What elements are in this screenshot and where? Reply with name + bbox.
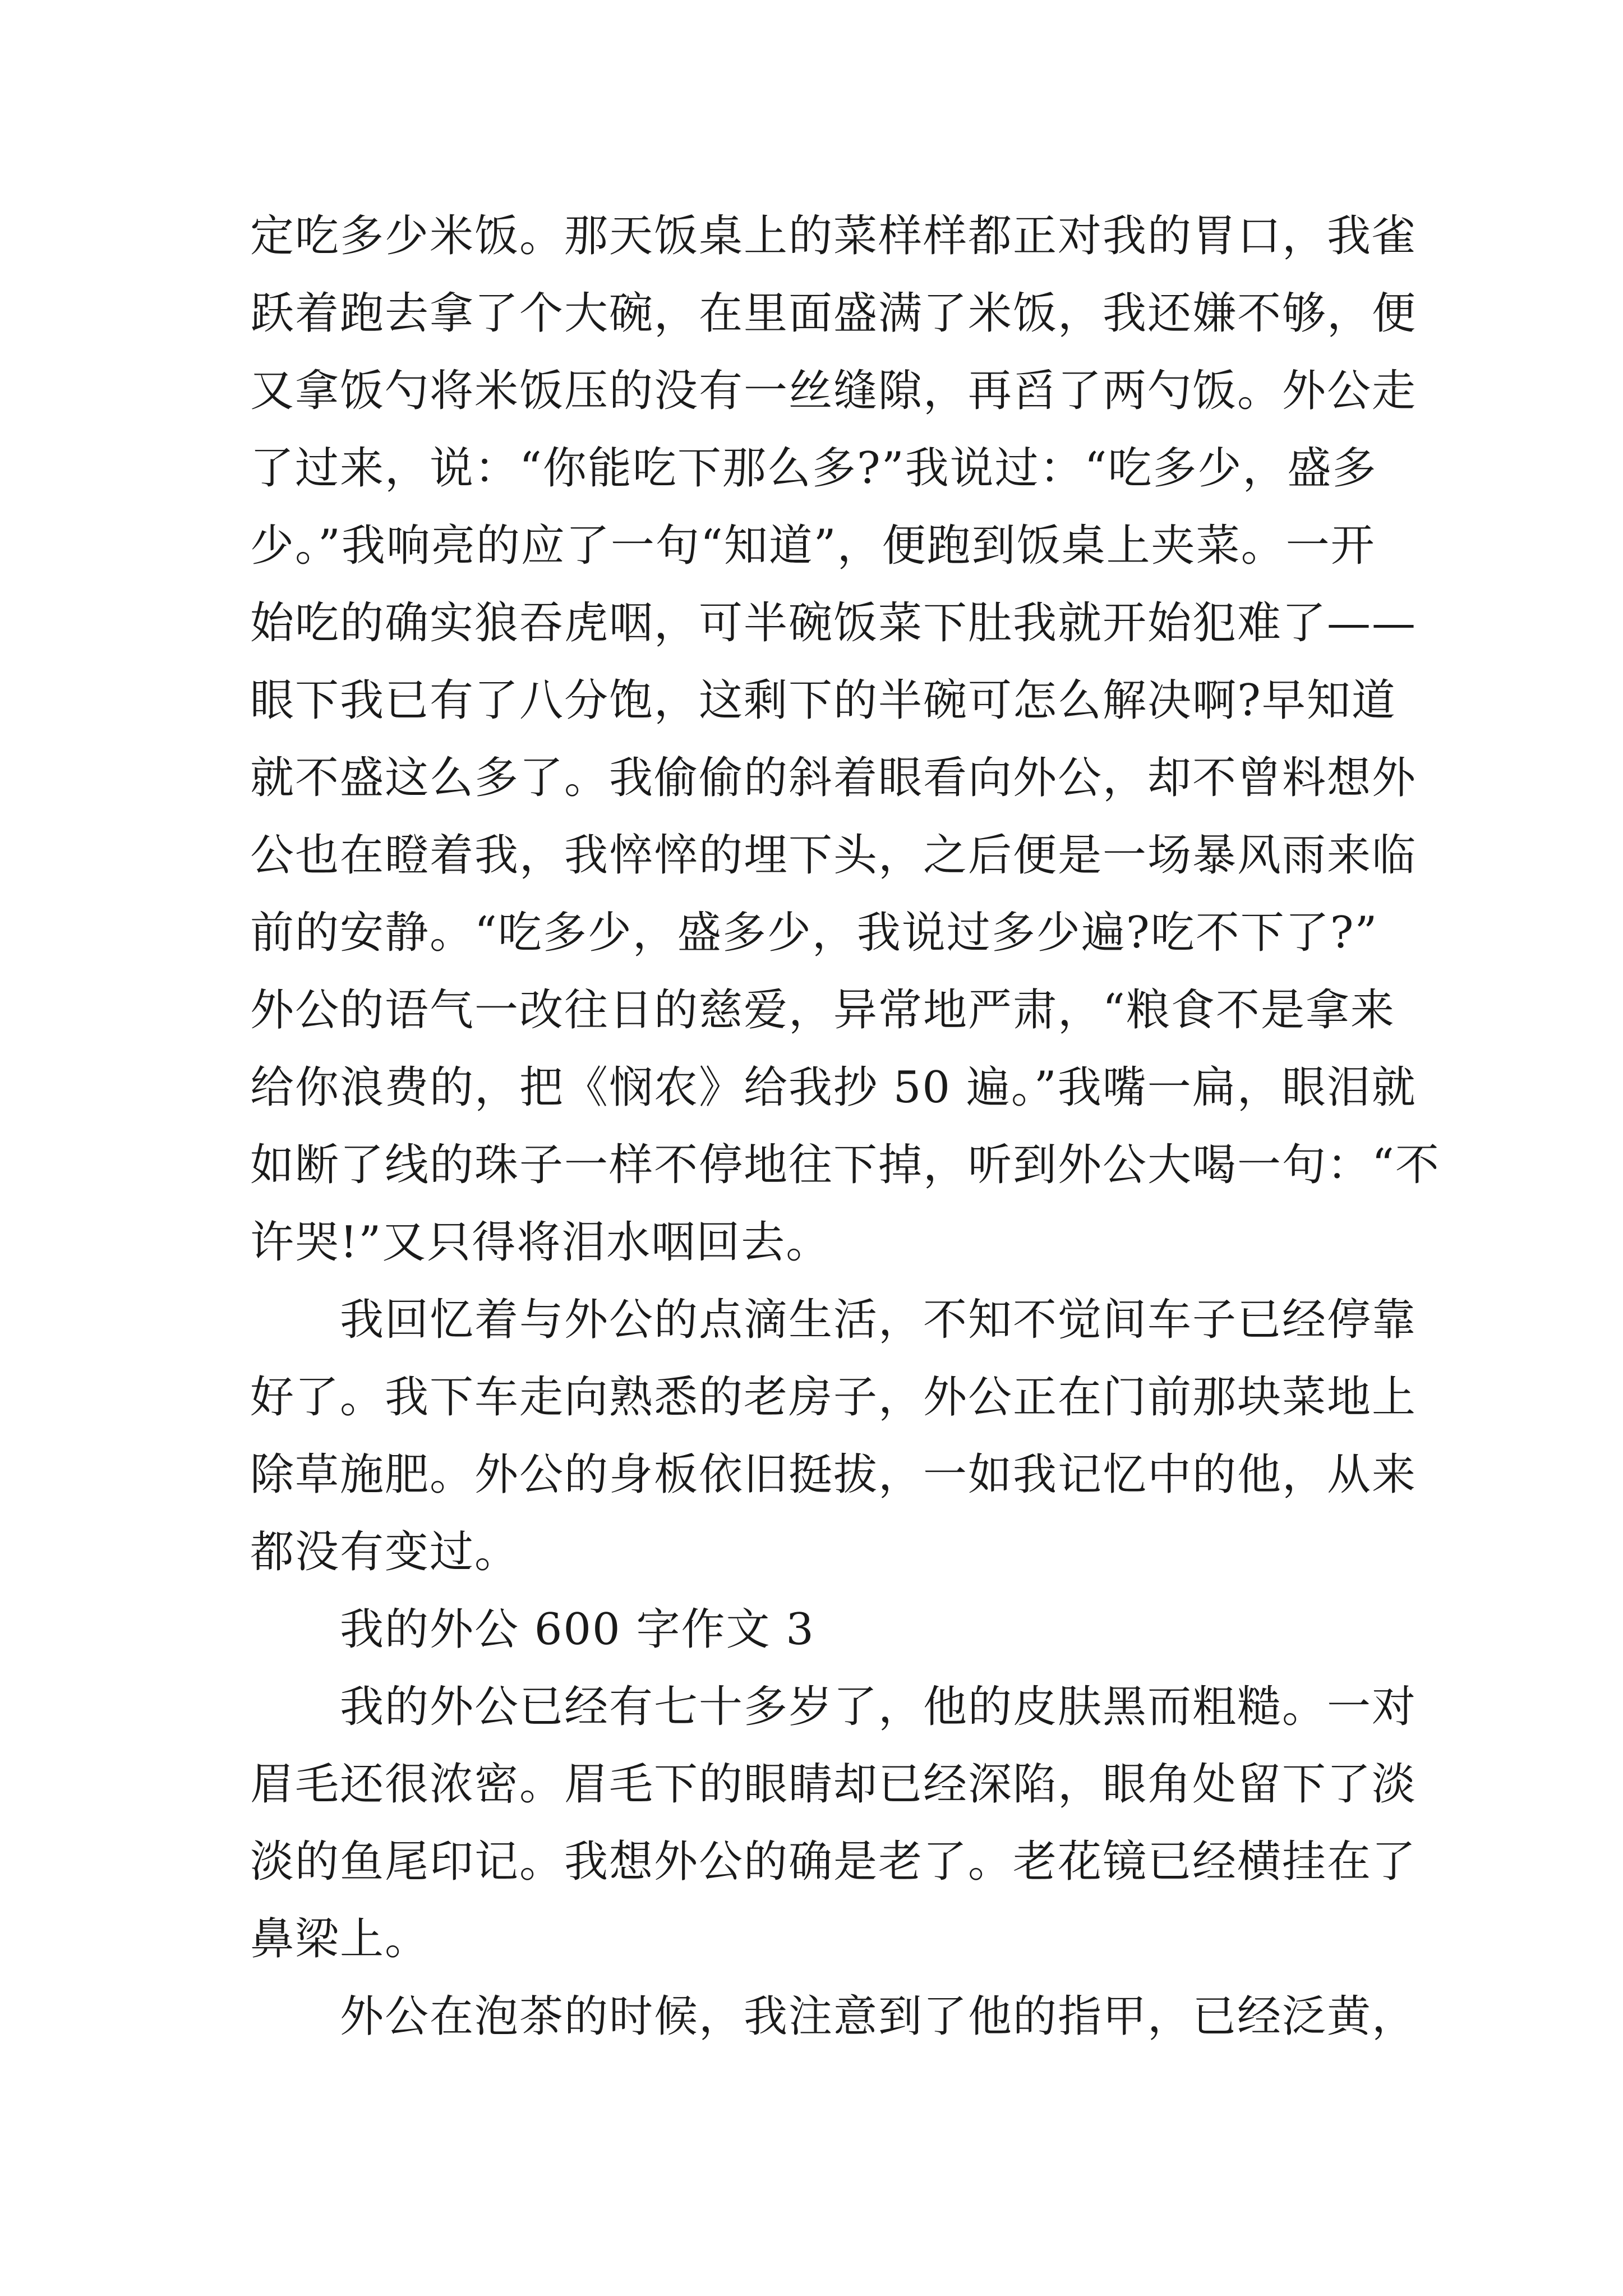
paragraph-4	[250, 1978, 1417, 2055]
paragraph-2	[250, 1281, 1417, 1591]
text-line: 少。”我响亮的应了一句“知道”，便跑到饭桌上夹菜。一开	[250, 521, 1376, 571]
text-line: 又拿饭勺将米饭压的没有一丝缝隙，再舀了两勺饭。外公走	[250, 366, 1417, 416]
text-line: 都没有变过。	[250, 1527, 520, 1577]
text-line: 就不盛这么多了。我偷偷的斜着眼看向外公，却不曾料想外	[250, 753, 1417, 803]
text-line: 好了。我下车走向熟悉的老房子，外公正在门前那块菜地上	[250, 1372, 1417, 1423]
text-line: 公也在瞪着我，我悴悴的埋下头，之后便是一场暴风雨来临	[250, 830, 1417, 881]
text-line: 淡的鱼尾印记。我想外公的确是老了。老花镜已经横挂在了	[250, 1837, 1417, 1887]
text-line: 前的安静。“吃多少，盛多少，我说过多少遍?吃不下了?”	[250, 908, 1378, 958]
text-line: 始吃的确实狼吞虎咽，可半碗饭菜下肚我就开始犯难了——	[250, 598, 1417, 648]
text-line: 如断了线的珠子一样不停地往下掉，听到外公大喝一句：“不	[250, 1140, 1440, 1190]
text-line: 眉毛还很浓密。眉毛下的眼睛却已经深陷，眼角处留下了淡	[250, 1759, 1417, 1810]
paragraph-3	[250, 1668, 1417, 1978]
text-line: 外公在泡茶的时候，我注意到了他的指甲，已经泛黄，	[340, 1991, 1417, 2042]
paragraph-1	[250, 197, 1440, 1281]
text-line: 外公的语气一改往日的慈爱，异常地严肃，“粮食不是拿来	[250, 985, 1395, 1036]
text-line: 了过来，说：“你能吃下那么多?”我说过：“吃多少，盛多	[250, 443, 1377, 494]
text-line: 我的外公已经有七十多岁了，他的皮肤黑而粗糙。一对	[340, 1682, 1417, 1732]
text-line: 我回忆着与外公的点滴生活，不知不觉间车子已经停靠	[340, 1295, 1417, 1345]
text-line: 眼下我已有了八分饱，这剩下的半碗可怎么解决啊?早知道	[250, 675, 1396, 726]
text-line: 鼻梁上。	[250, 1914, 430, 1964]
section-heading	[250, 1591, 1394, 1668]
heading-line: 我的外公 600 字作文 3	[340, 1604, 815, 1655]
document-body	[250, 197, 1440, 2055]
text-line: 跃着跑去拿了个大碗，在里面盛满了米饭，我还嫌不够，便	[250, 288, 1417, 339]
text-line: 除草施肥。外公的身板依旧挺拔，一如我记忆中的他，从来	[250, 1450, 1417, 1500]
text-line: 许哭!”又只得将泪水咽回去。	[250, 1217, 831, 1268]
text-line: 给你浪费的，把《悯农》给我抄 50 遍。”我嘴一扁，眼泪就	[250, 1062, 1417, 1113]
text-line: 定吃多少米饭。那天饭桌上的菜样样都正对我的胃口，我雀	[250, 211, 1417, 261]
